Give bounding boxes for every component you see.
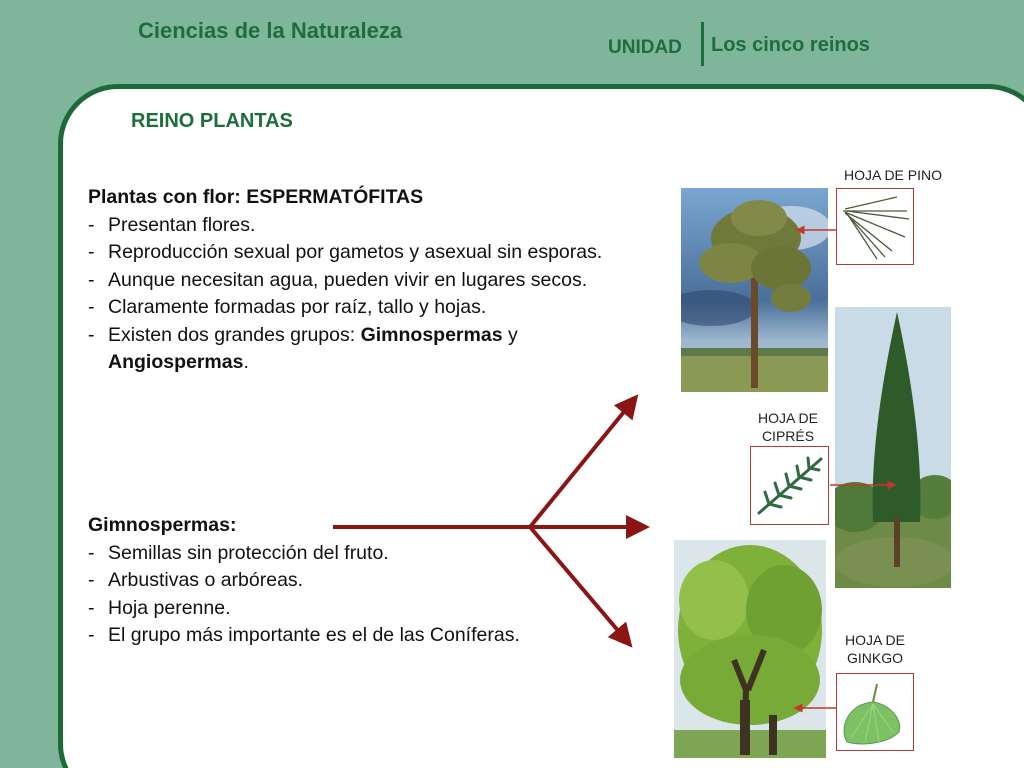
group-angiosperms: Angiospermas bbox=[108, 351, 244, 373]
list-item: - Presentan flores. bbox=[88, 213, 256, 236]
list-item: - Claramente formadas por raíz, tallo y hojas. bbox=[88, 296, 487, 318]
section-title: REINO PLANTAS bbox=[131, 110, 293, 132]
ginkgo-leaf-caption: HOJA DE GINKGO bbox=[845, 632, 905, 666]
list-item: - Hoja perenne. bbox=[88, 596, 231, 619]
list-item: - Arbustivas o arbóreas. bbox=[88, 569, 304, 591]
subject-title: Ciencias de la Naturaleza bbox=[138, 18, 403, 43]
pointer-arrows bbox=[798, 230, 892, 708]
pine-leaf-caption: HOJA DE PINO bbox=[843, 167, 943, 183]
gymnosperms-heading: Gimnospermas: bbox=[88, 514, 237, 536]
cypress-leaf-caption: HOJA DE CIPRÉS bbox=[758, 410, 818, 444]
arrow-down bbox=[530, 527, 626, 640]
unit-title: Los cinco reinos bbox=[711, 34, 870, 56]
group-gymnosperms: Gimnospermas bbox=[360, 323, 503, 346]
list-item: - Aunque necesitan agua, pueden vivir en lugares secos. bbox=[88, 268, 588, 291]
list-item: - Existen dos grandes grupos: Gimnospermas y Angiospermas. bbox=[88, 323, 518, 373]
branch-arrows bbox=[333, 402, 640, 640]
list-item: - Semillas sin protección del fruto. bbox=[88, 541, 389, 564]
list-item: - Reproducción sexual por gametos y asexual sin esporas. bbox=[88, 241, 603, 263]
spermatophytes-heading: Plantas con flor: ESPERMATÓFITAS bbox=[88, 186, 424, 208]
unit-label: UNIDAD bbox=[608, 37, 682, 58]
list-item: - El grupo más importante es el de las Coníferas. bbox=[88, 624, 520, 646]
arrow-up bbox=[530, 402, 632, 527]
